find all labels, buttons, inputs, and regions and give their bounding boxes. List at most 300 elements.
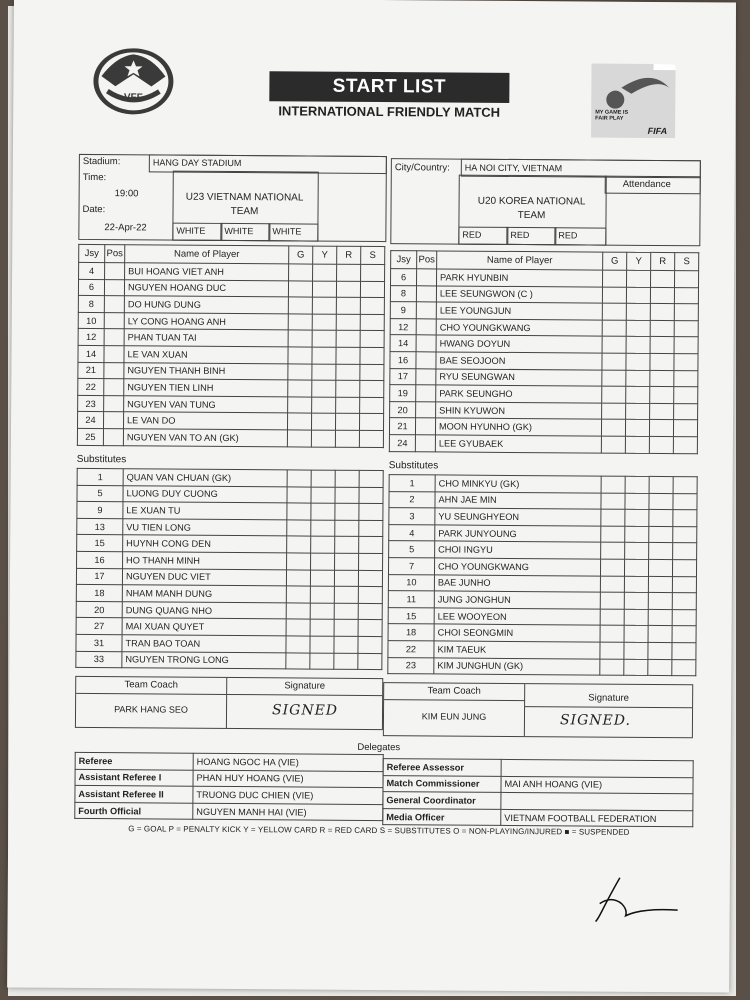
player-name: BAE JUNHO	[434, 574, 600, 592]
player-name: HO THANH MINH	[123, 552, 287, 570]
stat-cell-r	[648, 609, 672, 626]
stat-cell-y	[624, 592, 648, 609]
stat-cell-g	[287, 503, 311, 520]
stat-cell-s	[674, 370, 698, 387]
stat-cell-r	[335, 487, 359, 504]
player-name: DO HUNG DUNG	[124, 296, 288, 314]
stat-cell-s	[673, 543, 697, 560]
player-name: DUNG QUANG NHO	[122, 602, 286, 620]
jersey-number: 22	[78, 379, 104, 396]
position-cell	[104, 312, 124, 329]
stat-cell-r	[650, 320, 674, 337]
stat-cell-r	[334, 603, 358, 620]
stat-cell-g	[288, 297, 312, 314]
col-jsy: Jsy	[391, 251, 417, 269]
delegates-left-table	[74, 752, 383, 822]
stat-cell-s	[358, 587, 382, 604]
player-name: LEE WOOYEON	[434, 608, 600, 626]
stat-cell-r	[650, 337, 674, 354]
stat-cell-g	[288, 363, 312, 380]
stat-cell-r	[649, 493, 673, 510]
stat-cell-y	[310, 570, 334, 587]
jersey-number: 5	[389, 541, 435, 558]
player-name: RYU SEUNGWAN	[436, 368, 602, 386]
position-cell	[416, 302, 436, 319]
stat-cell-r	[336, 364, 360, 381]
fair-play-line-1: MY GAME IS	[595, 109, 629, 116]
player-name: HWANG DOYUN	[436, 335, 602, 353]
jersey-number: 25	[77, 428, 103, 445]
player-name: CHO MINKYU (GK)	[435, 475, 601, 493]
stat-cell-g	[601, 509, 625, 526]
stat-cell-r	[335, 520, 359, 537]
stat-cell-s	[675, 271, 699, 288]
jersey-number: 2	[389, 491, 435, 508]
away-signature-label: Signature	[525, 684, 692, 708]
jersey-number: 22	[388, 641, 434, 658]
player-name: LY CONG HOANG ANH	[124, 313, 288, 331]
stat-cell-y	[312, 347, 336, 364]
official-signature	[592, 874, 682, 925]
player-name: NGUYEN THANH BINH	[124, 362, 288, 380]
stat-cell-r	[335, 430, 359, 447]
home-signature-label: Signature	[227, 678, 382, 696]
col-s: S	[361, 246, 385, 264]
jersey-number: 21	[78, 362, 104, 379]
home-coach-name: PARK HANG SEO	[76, 694, 227, 728]
stat-cell-g	[602, 320, 626, 337]
away-coach-label: Team Coach	[384, 683, 525, 701]
stat-cell-s	[673, 526, 697, 543]
player-row	[78, 379, 384, 398]
player-name: LE XUAN TU	[123, 502, 287, 520]
jersey-number: 7	[388, 558, 434, 575]
player-name: CHO YOUNGKWANG	[436, 319, 602, 337]
player-row	[78, 362, 384, 381]
delegate-name: HOANG NGOC HA (VIE)	[193, 753, 383, 771]
stat-cell-g	[289, 264, 313, 281]
col-y: Y	[313, 246, 337, 264]
stat-cell-g	[601, 419, 625, 436]
stat-cell-r	[649, 436, 673, 453]
stat-cell-g	[600, 559, 624, 576]
position-cell	[416, 368, 436, 385]
player-name: MOON HYUNHO (GK)	[435, 418, 601, 436]
stat-cell-s	[359, 504, 383, 521]
stat-cell-y	[312, 397, 336, 414]
player-row	[77, 428, 383, 447]
delegate-role: General Coordinator	[383, 792, 501, 809]
player-row	[78, 412, 384, 431]
attendance-label: Attendance	[622, 178, 671, 191]
stat-cell-s	[360, 397, 384, 414]
stat-cell-s	[673, 420, 697, 437]
stat-cell-s	[674, 354, 698, 371]
stat-cell-s	[360, 381, 384, 398]
stat-cell-s	[360, 314, 384, 331]
position-cell	[415, 435, 435, 452]
stat-cell-g	[602, 336, 626, 353]
jersey-number: 14	[390, 335, 416, 352]
player-name: QUAN VAN CHUAN (GK)	[123, 469, 287, 487]
page-subtitle: INTERNATIONAL FRIENDLY MATCH	[278, 103, 501, 120]
jersey-number: 16	[390, 352, 416, 369]
stat-cell-r	[336, 347, 360, 364]
stat-cell-s	[673, 510, 697, 527]
stat-cell-y	[627, 270, 651, 287]
jersey-number: 23	[78, 395, 104, 412]
stat-cell-r	[649, 420, 673, 437]
delegates-title: Delegates	[357, 741, 401, 754]
stat-cell-r	[336, 397, 360, 414]
stat-cell-g	[287, 536, 311, 553]
stat-cell-g	[287, 413, 311, 430]
away-coach-box	[383, 682, 693, 738]
stat-cell-s	[359, 487, 383, 504]
stat-cell-y	[626, 370, 650, 387]
stat-cell-g	[602, 386, 626, 403]
delegate-name	[501, 793, 693, 811]
position-cell	[104, 379, 124, 396]
stat-cell-g	[287, 520, 311, 537]
player-name: LEE GYUBAEK	[435, 435, 601, 453]
player-name: LEE YOUNGJUN	[436, 302, 602, 320]
player-row	[76, 568, 382, 587]
stat-cell-s	[674, 304, 698, 321]
jersey-number: 33	[76, 651, 122, 668]
col-r: R	[651, 252, 675, 270]
stat-cell-r	[648, 626, 672, 643]
stat-cell-g	[286, 586, 310, 603]
jersey-number: 23	[388, 657, 434, 674]
jersey-number: 21	[389, 418, 415, 435]
stat-cell-s	[672, 560, 696, 577]
stat-cell-y	[310, 603, 334, 620]
stat-cell-g	[601, 436, 625, 453]
position-cell	[417, 269, 437, 286]
stat-cell-s	[673, 437, 697, 454]
stat-cell-s	[360, 298, 384, 315]
stat-cell-s	[672, 626, 696, 643]
stat-cell-r	[335, 553, 359, 570]
stat-cell-g	[602, 353, 626, 370]
stat-cell-s	[672, 609, 696, 626]
jersey-number: 9	[77, 502, 123, 519]
stat-cell-y	[312, 281, 336, 298]
stat-cell-g	[287, 553, 311, 570]
stat-cell-r	[648, 576, 672, 593]
delegate-name: NGUYEN MANH HAI (VIE)	[193, 803, 383, 821]
stat-cell-r	[651, 270, 675, 287]
stat-cell-y	[310, 653, 334, 670]
stat-cell-s	[360, 347, 384, 364]
stat-cell-r	[648, 642, 672, 659]
stat-cell-y	[311, 487, 335, 504]
player-name: NGUYEN TRONG LONG	[122, 651, 286, 669]
player-row	[78, 345, 384, 364]
stat-cell-g	[600, 642, 624, 659]
stat-cell-r	[649, 543, 673, 560]
stat-cell-s	[674, 403, 698, 420]
player-name: CHOI INGYU	[435, 541, 601, 559]
stat-cell-g	[602, 287, 626, 304]
player-name: NGUYEN VAN TO AN (GK)	[123, 429, 287, 447]
jersey-number: 19	[390, 385, 416, 402]
col-s: S	[675, 253, 699, 271]
jersey-number: 3	[389, 508, 435, 525]
stat-cell-r	[335, 537, 359, 554]
stat-cell-y	[625, 436, 649, 453]
stat-cell-g	[601, 493, 625, 510]
stat-cell-g	[600, 592, 624, 609]
jersey-number: 14	[78, 345, 104, 362]
stat-cell-r	[650, 287, 674, 304]
stat-cell-y	[311, 520, 335, 537]
stat-cell-g	[288, 280, 312, 297]
stat-cell-y	[626, 403, 650, 420]
stat-cell-y	[311, 470, 335, 487]
stat-cell-r	[649, 526, 673, 543]
stat-cell-r	[337, 264, 361, 281]
player-row	[78, 329, 384, 348]
stat-cell-y	[312, 364, 336, 381]
col-pos: Pos	[105, 245, 125, 263]
stat-cell-s	[672, 576, 696, 593]
away-subs-table	[387, 474, 697, 676]
city-value: HA NOI CITY, VIETNAM	[464, 162, 563, 174]
jersey-number: 18	[76, 585, 122, 602]
player-name: NGUYEN TIEN LINH	[124, 379, 288, 397]
player-name: CHOI SEONGMIN	[434, 624, 600, 642]
stat-cell-s	[360, 331, 384, 348]
player-name: TRAN BAO TOAN	[122, 635, 286, 653]
player-name: KIM JUNGHUN (GK)	[434, 657, 600, 675]
vff-logo	[91, 46, 175, 117]
player-name: NHAM MANH DUNG	[122, 585, 286, 603]
player-row	[77, 535, 383, 554]
jersey-number: 1	[77, 468, 123, 485]
stat-cell-y	[311, 553, 335, 570]
stat-cell-g	[286, 652, 310, 669]
stat-cell-s	[359, 553, 383, 570]
stat-cell-y	[311, 503, 335, 520]
player-row	[77, 518, 383, 537]
vff-logo-text: VFF	[123, 92, 143, 104]
jersey-number: 24	[389, 435, 415, 452]
stat-cell-r	[650, 370, 674, 387]
stat-cell-g	[287, 430, 311, 447]
stat-cell-r	[649, 476, 673, 493]
stat-cell-s	[359, 414, 383, 431]
player-name: YU SEUNGHYEON	[435, 508, 601, 526]
player-row	[78, 296, 384, 315]
fair-play-logo	[591, 64, 676, 139]
stat-cell-g	[287, 470, 311, 487]
position-cell	[103, 429, 123, 446]
stat-cell-y	[626, 287, 650, 304]
position-cell	[104, 279, 124, 296]
stat-cell-r	[648, 593, 672, 610]
delegate-role: Match Commissioner	[383, 775, 501, 792]
stat-cell-g	[288, 397, 312, 414]
stat-cell-y	[626, 303, 650, 320]
stat-cell-y	[625, 509, 649, 526]
jersey-number: 10	[388, 574, 434, 591]
stat-cell-g	[600, 609, 624, 626]
player-row	[77, 468, 383, 487]
delegate-row	[75, 802, 383, 821]
jersey-number: 12	[78, 329, 104, 346]
player-row	[77, 551, 383, 570]
stat-cell-g	[286, 603, 310, 620]
stat-cell-g	[601, 542, 625, 559]
stat-cell-r	[649, 510, 673, 527]
jersey-number: 15	[77, 535, 123, 552]
player-row	[78, 279, 384, 298]
stat-cell-s	[674, 320, 698, 337]
stat-cell-r	[650, 304, 674, 321]
position-cell	[416, 402, 436, 419]
stat-cell-s	[672, 593, 696, 610]
stat-cell-s	[359, 430, 383, 447]
time-value: 19:00	[114, 188, 139, 200]
stat-cell-s	[360, 364, 384, 381]
position-cell	[104, 395, 124, 412]
delegate-role: Assistant Referee I	[75, 769, 193, 786]
stat-cell-y	[624, 576, 648, 593]
stadium-label: Stadium:	[82, 155, 121, 168]
delegate-name: VIETNAM FOOTBALL FEDERATION	[501, 809, 693, 827]
jersey-number: 27	[76, 618, 122, 635]
stat-cell-r	[648, 659, 672, 676]
stat-cell-y	[626, 386, 650, 403]
delegate-role: Media Officer	[383, 808, 501, 825]
position-cell	[416, 335, 436, 352]
player-name: PARK HYUNBIN	[437, 269, 603, 287]
away-color-2: RED	[510, 229, 530, 241]
stat-cell-g	[288, 314, 312, 331]
stat-cell-y	[625, 526, 649, 543]
stat-cell-g	[288, 347, 312, 364]
stadium-value: HANG DAY STADIUM	[152, 157, 242, 169]
fair-play-line-2: FAIR PLAY	[595, 115, 624, 122]
stat-cell-y	[313, 264, 337, 281]
col-g: G	[289, 246, 313, 264]
stat-cell-s	[361, 264, 385, 281]
jersey-number: 4	[389, 524, 435, 541]
player-name: AHN JAE MIN	[435, 492, 601, 510]
stat-cell-y	[625, 420, 649, 437]
position-cell	[416, 352, 436, 369]
stat-cell-y	[624, 626, 648, 643]
position-cell	[416, 385, 436, 402]
stat-cell-r	[648, 559, 672, 576]
player-name: LEE SEUNGWON (C )	[436, 286, 602, 304]
jersey-number: 10	[78, 312, 104, 329]
away-coach-name: KIM EUN JUNG	[384, 700, 525, 736]
player-name: PARK JUNYOUNG	[435, 525, 601, 543]
jersey-number: 15	[388, 607, 434, 624]
stat-cell-g	[286, 636, 310, 653]
home-coach-signature: SIGNED	[271, 702, 339, 719]
home-subs-table	[75, 468, 383, 670]
player-name: LE VAN DO	[124, 412, 288, 430]
col-g: G	[603, 252, 627, 270]
player-name: BUI HOANG VIET ANH	[125, 263, 289, 281]
delegate-name: MAI ANH HOANG (VIE)	[501, 776, 693, 794]
player-name: CHO YOUNGKWANG	[434, 558, 600, 576]
player-name: HUYNH CONG DEN	[123, 535, 287, 553]
jersey-number: 6	[78, 279, 104, 296]
stat-cell-r	[334, 636, 358, 653]
start-list-sheet	[7, 0, 736, 992]
stat-cell-s	[359, 470, 383, 487]
position-cell	[104, 296, 124, 313]
col-y: Y	[627, 252, 651, 270]
stat-cell-g	[287, 486, 311, 503]
stat-cell-g	[286, 569, 310, 586]
jersey-number: 17	[76, 568, 122, 585]
player-name: NGUYEN DUC VIET	[122, 568, 286, 586]
page-title: START LIST	[269, 71, 509, 103]
player-name: PHAN TUAN TAI	[124, 329, 288, 347]
stat-cell-g	[288, 380, 312, 397]
stat-cell-g	[602, 370, 626, 387]
jersey-number: 8	[390, 285, 416, 302]
stat-cell-y	[624, 642, 648, 659]
stat-cell-s	[358, 620, 382, 637]
player-name: LE VAN XUAN	[124, 346, 288, 364]
delegate-row	[383, 808, 693, 827]
stat-cell-y	[312, 330, 336, 347]
col-jsy: Jsy	[79, 244, 105, 262]
delegate-name: PHAN HUY HOANG (VIE)	[193, 770, 383, 788]
away-starters-table	[389, 250, 699, 454]
stat-cell-r	[334, 570, 358, 587]
stat-cell-y	[626, 337, 650, 354]
stat-cell-s	[360, 281, 384, 298]
home-subs-label: Substitutes	[76, 453, 127, 466]
position-cell	[415, 418, 435, 435]
home-color-2: WHITE	[224, 225, 254, 237]
stat-cell-y	[624, 559, 648, 576]
stat-cell-r	[336, 380, 360, 397]
stat-cell-g	[602, 403, 626, 420]
jersey-number: 24	[78, 412, 104, 429]
stat-cell-r	[336, 297, 360, 314]
player-name: KIM TAEUK	[434, 641, 600, 659]
away-team-name: U20 KOREA NATIONAL TEAM	[477, 195, 586, 222]
stat-cell-y	[625, 543, 649, 560]
col-pos: Pos	[417, 251, 437, 269]
jersey-number: 16	[77, 551, 123, 568]
fifa-logo-text: FIFA	[647, 125, 668, 137]
home-coach-box	[75, 676, 383, 730]
stat-cell-g	[600, 625, 624, 642]
jersey-number: 12	[390, 318, 416, 335]
stat-cell-r	[334, 620, 358, 637]
stat-cell-s	[358, 603, 382, 620]
stat-cell-g	[603, 270, 627, 287]
jersey-number: 11	[388, 591, 434, 608]
player-row	[389, 435, 697, 454]
stat-cell-y	[310, 636, 334, 653]
stat-cell-s	[672, 659, 696, 676]
stat-cell-r	[334, 653, 358, 670]
home-team-name: U23 VIETNAM NATIONAL TEAM	[185, 191, 304, 218]
jersey-number: 18	[388, 624, 434, 641]
player-name: JUNG JONGHUN	[434, 591, 600, 609]
